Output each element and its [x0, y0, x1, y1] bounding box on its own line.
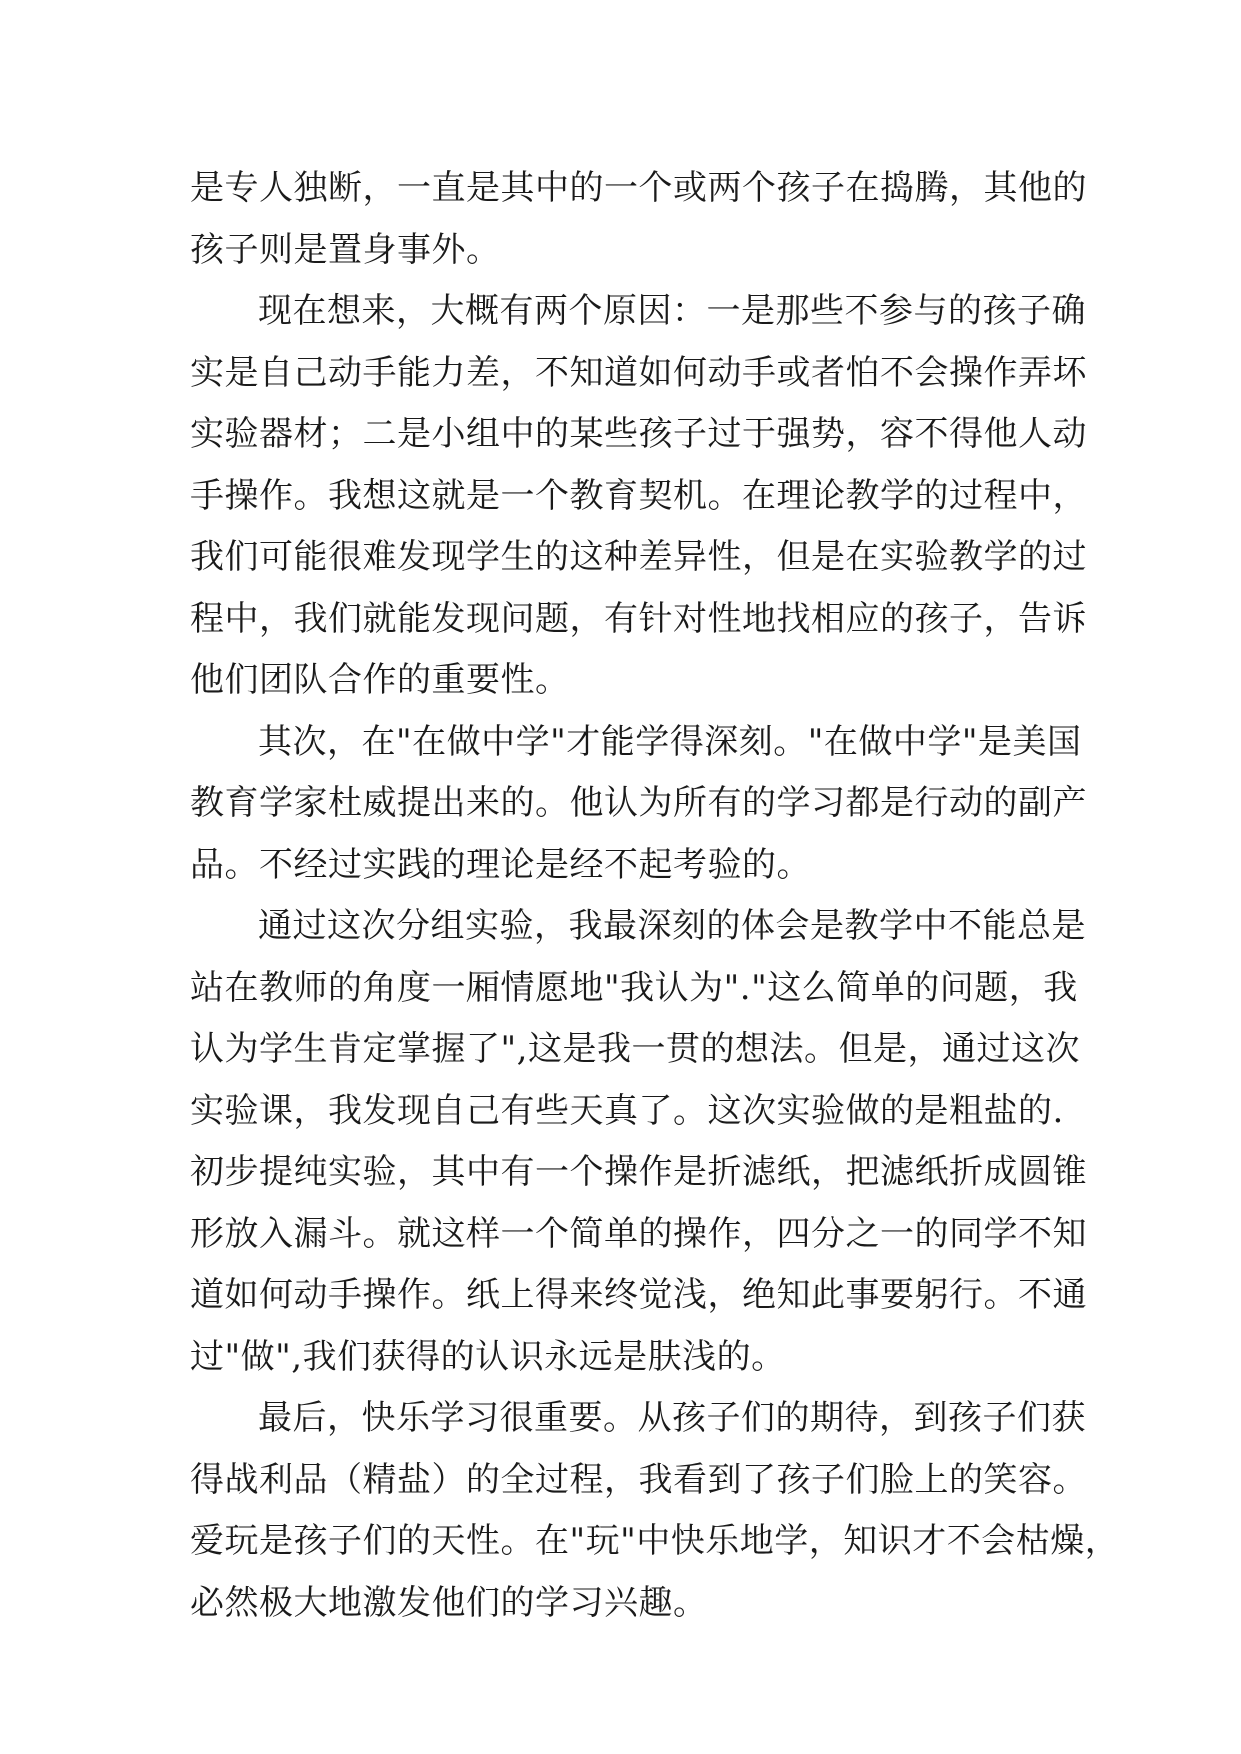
text-line: 其次，在"在做中学"才能学得深刻。"在做中学"是美国: [258, 721, 1082, 762]
text-line: 现在想来，大概有两个原因：一是那些不参与的孩子确: [258, 291, 1086, 331]
text-line: 爱玩是孩子们的天性。在"玩"中快乐地学，知识才不会枯燥，: [190, 1521, 1120, 1561]
paragraph: [190, 1388, 1120, 1634]
text-line: 程中，我们就能发现问题，有针对性地找相应的孩子，告诉: [190, 598, 1087, 639]
paragraph: [190, 896, 1087, 1388]
body-text: [190, 158, 1120, 1634]
text-line: 道如何动手操作。纸上得来终觉浅，绝知此事要躬行。不通: [190, 1275, 1087, 1315]
text-line: 是专人独断，一直是其中的一个或两个孩子在捣腾，其他的: [190, 168, 1087, 208]
text-line: 实验器材；二是小组中的某些孩子过于强势，容不得他人动: [190, 414, 1087, 454]
text-line: 认为学生肯定掌握了",这是我一贯的想法。但是，通过这次: [190, 1029, 1080, 1069]
text-line: 初步提纯实验，其中有一个操作是折滤纸，把滤纸折成圆锥: [190, 1152, 1087, 1192]
text-line: 我们可能很难发现学生的这种差异性，但是在实验教学的过: [190, 537, 1087, 577]
text-line: 实是自己动手能力差，不知道如何动手或者怕不会操作弄坏: [190, 352, 1087, 393]
text-line: 得战利品（精盐）的全过程，我看到了孩子们脸上的笑容。: [190, 1459, 1087, 1500]
text-line: 通过这次分组实验，我最深刻的体会是教学中不能总是: [258, 906, 1086, 946]
text-line: 形放入漏斗。就这样一个简单的操作，四分之一的同学不知: [190, 1213, 1087, 1254]
text-line: 孩子则是置身事外。: [190, 229, 501, 270]
paragraph: [190, 158, 1087, 281]
text-line: 实验课，我发现自己有些天真了。这次实验做的是粗盐的.: [190, 1090, 1064, 1131]
text-line: 过"做",我们获得的认识永远是肤浅的。: [190, 1336, 786, 1377]
paragraph: [190, 281, 1087, 712]
text-line: 品。不经过实践的理论是经不起考验的。: [190, 844, 811, 885]
text-line: 他们团队合作的重要性。: [190, 660, 570, 700]
paragraph: [190, 712, 1087, 897]
text-line: 教育学家杜威提出来的。他认为所有的学习都是行动的副产: [190, 783, 1087, 823]
text-line: 站在教师的角度一厢情愿地"我认为"."这么简单的问题，我: [190, 967, 1078, 1008]
text-line: 最后，快乐学习很重要。从孩子们的期待，到孩子们获: [258, 1398, 1086, 1438]
text-line: 手操作。我想这就是一个教育契机。在理论教学的过程中，: [190, 475, 1087, 516]
text-line: 必然极大地激发他们的学习兴趣。: [190, 1582, 708, 1623]
